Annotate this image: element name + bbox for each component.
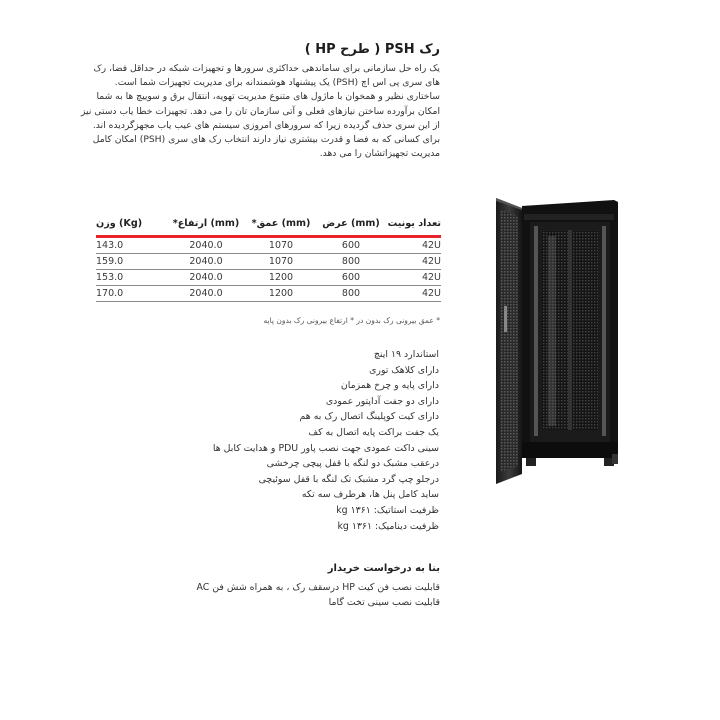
- intro-paragraph: ساختاری نظیر و همخوان با ماژول های متنوع مدیریت تهویه، انتقال برق و سوییچ ها به شما امکان برآورده ساختن نیازهای فعلی و آتی سازمان تان را می دهد. تجهیزات خطا یاب دستی نیز از این سری حذف گردیده زیرا که سرورهای امروزی سیستم های عیب یاب مجهزگردیده اند. برای کسانی که به فضا و قدرت بیشتری نیاز دارند انتخاب رک های سری (PSH) امکان کامل مدیریت تجهیزاتشان را می دهد.: [80, 91, 440, 160]
- cell-width: 600: [316, 237, 386, 254]
- request-heading: بنا به درخواست خریدار: [327, 563, 440, 574]
- cell-height: 2040.0: [166, 270, 246, 286]
- cell-weight: 143.0: [96, 237, 166, 254]
- cell-width: 800: [316, 254, 386, 270]
- spec-table-header: [96, 214, 441, 237]
- header-weight: وزن (Kg): [96, 218, 143, 229]
- cell-depth: 1200: [246, 270, 316, 286]
- table-row: [96, 286, 441, 302]
- cell-height: 2040.0: [166, 286, 246, 302]
- cell-units: 42U: [386, 270, 441, 286]
- cell-units: 42U: [386, 237, 441, 254]
- feature-list: [213, 347, 439, 534]
- list-item: دارای پایه و چرخ همزمان: [340, 380, 439, 392]
- table-row: [96, 254, 441, 270]
- list-item: سینی داکت عمودی جهت نصب پاور PDU و هدایت کابل ها: [212, 442, 439, 454]
- cell-weight: 170.0: [96, 286, 166, 302]
- cell-depth: 1070: [246, 254, 316, 270]
- list-item: قابلیت نصب سینی تخت گاما: [328, 597, 440, 608]
- request-list: [197, 580, 440, 610]
- list-item: دارای کیت کوپلینگ اتصال رک به هم: [299, 411, 439, 423]
- cell-weight: 159.0: [96, 254, 166, 270]
- cell-height: 2040.0: [166, 237, 246, 254]
- intro-text: [80, 62, 440, 161]
- list-item: ظرفیت استاتیک: ۱۳۶۱ kg: [336, 504, 439, 516]
- header-units: تعداد یونیت: [387, 218, 441, 229]
- table-row: [96, 237, 441, 254]
- list-item: درعقب مشبک دو لنگه با قفل پیچی چرخشی: [266, 458, 439, 470]
- cell-depth: 1200: [246, 286, 316, 302]
- cell-units: 42U: [386, 254, 441, 270]
- list-item: دارای کلاهک توری: [369, 364, 439, 376]
- cell-units: 42U: [386, 286, 441, 302]
- cell-depth: 1070: [246, 237, 316, 254]
- list-item: قابلیت نصب فن کیت HP درسقف رک ، به همراه شش فن AC: [196, 582, 440, 593]
- table-row: [96, 270, 441, 286]
- list-item: درجلو چپ گرد مشبک تک لنگه با قفل سوئیچی: [258, 473, 439, 485]
- list-item: استاندارد ۱۹ اینچ: [373, 349, 439, 360]
- list-item: ظرفیت دینامیک: ۱۳۶۱ kg: [337, 520, 439, 532]
- rack-cabinet-image: [492, 196, 632, 486]
- header-depth: *عمق (mm): [251, 218, 311, 229]
- list-item: یک جفت براکت پایه اتصال به کف: [308, 426, 439, 438]
- page-title: رک PSH ( طرح HP ): [304, 42, 440, 57]
- intro-paragraph: یک راه حل سازمانی برای ساماندهی حداکثری سرورها و تجهیزات شبکه در حداقل فضا، رک های سری پی اس اچ (PSH) یک پیشنهاد هوشمندانه برای مدیریت تجهیزات شما است.: [93, 63, 440, 89]
- cell-weight: 153.0: [96, 270, 166, 286]
- list-item: دارای دو جفت آداپتور عمودی: [325, 395, 439, 407]
- list-item: ساید کامل پنل ها، هرطرف سه تکه: [301, 489, 439, 501]
- spec-table: [96, 214, 441, 302]
- cell-height: 2040.0: [166, 254, 246, 270]
- header-height: *ارتفاع (mm): [172, 218, 240, 229]
- cell-width: 600: [316, 270, 386, 286]
- header-width: عرض (mm): [322, 218, 380, 229]
- cell-width: 800: [316, 286, 386, 302]
- table-footnote: * عمق بیرونی رک بدون در * ارتفاع بیرونی رک بدون پایه: [263, 316, 440, 325]
